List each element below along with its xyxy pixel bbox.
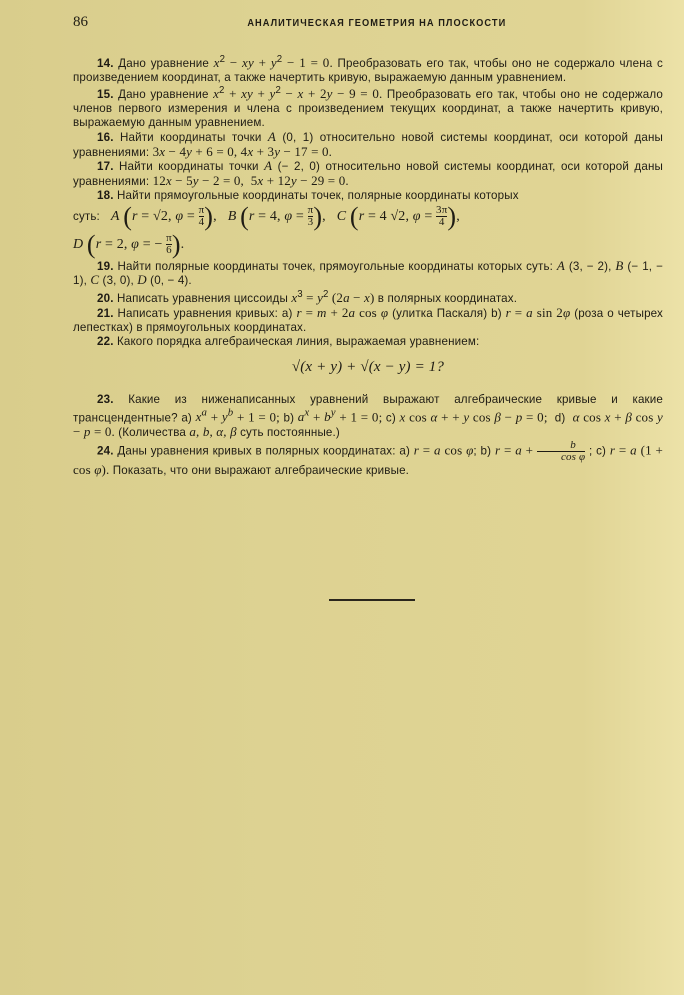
problem-23: 23. Какие из ниженаписанных уравнений выражают алгебраические кривые и какие трансцендентные? a) $x^a + y^b + 1 = 0$; b) $a^x + b^y + 1 = 0$; c) x cos α + + y cos β − p = 0; d) α cos x + β cos y − p = 0. (Количества a, b, α, β суть постоянные.)	[73, 393, 663, 440]
problem-15: 15. Дано уравнение $x^2$ + xy + $y^2 - x + 2y - 9 = 0$. Преобразовать его так, чтобы оно не содержало членов первого измерения и члена с произведением текущих координат, а также начертить кривую, выражаемую данным уравнением.	[73, 85, 663, 129]
problem-21: 21. Написать уравнения кривых: a) r = m + 2a cos φ (улитка Паскаля) b) r = a sin 2φ (роза о четырех лепестках) в прямоугольных координатах.	[73, 304, 663, 334]
point-D: D (r = 2, φ = − $\frac{\pi}{6}$ ).	[73, 229, 185, 259]
running-title: АНАЛИТИЧЕСКАЯ ГЕОМЕТРИЯ НА ПЛОСКОСТИ	[247, 17, 507, 29]
problem-17: 17. Найти координаты точки A (− 2, 0) относительно новой системы координат, оси которой даны уравнениями: 12x − 5y − 2 = 0, 5x + 12y − 29 = 0.	[73, 158, 663, 189]
point-C: C (r = 4 √2, φ = $\frac{3\pi}{4}$ ),	[336, 201, 460, 231]
problem-18-points-row2	[73, 231, 663, 259]
point-B: B (r = 4, φ = $\frac{\pi}{3}$ ),	[227, 201, 326, 231]
section-end-rule	[329, 599, 415, 601]
problem-14: 14. Дано уравнение $x^2$ − xy + $y^2 - 1 = 0$. Преобразовать его так, чтобы оно не содержало члена с произведением координат, а также начертить кривую, выражаемую данным уравнением.	[73, 54, 663, 84]
problem-19: 19. Найти полярные координаты точек, прямоугольные координаты которых суть: A (3, − 2), B (− 1, − 1), C (3, 0), D (0, − 4).	[73, 257, 663, 288]
problem-16: 16. Найти координаты точки A (0, 1) относительно новой системы координат, оси которой даны уравнениями: 3x − 4y + 6 = 0, 4x + 3y − 17 = 0.	[73, 128, 663, 159]
page-header	[73, 14, 663, 30]
problem-18-points-row1: суть: A (r = √2, φ = $\frac{\pi}{4}$ ), B (r = 4, φ = $\frac{\pi}{3}$ ), C (r = 4 √2, φ = $\frac{3\pi}{4}$ ),	[73, 201, 460, 231]
problem-22: 22. Какого порядка алгебраическая линия, выражаемая уравнением:	[97, 334, 480, 348]
problem-20: 20. Написать уравнения циссоиды $x^3 = y^2$ (2a − x) в полярных координатах.	[97, 289, 518, 306]
page-number: 86	[73, 14, 88, 30]
problem-18: 18. Найти прямоугольные координаты точек, полярные координаты которых	[97, 188, 519, 202]
problem-24: 24. Даны уравнения кривых в полярных координатах: a) r = a cos φ; b) r = a + $\frac{b}{\text{cos φ}}$ ; c) r = a (1 + cos φ). Показать, что они выражают алгебраические кривые.	[73, 439, 663, 478]
page-body	[73, 53, 663, 478]
problem-22-equation: √(x + y) + √(x − y) = 1?	[291, 359, 445, 376]
point-A: A (r = √2, φ = $\frac{\pi}{4}$ ),	[110, 201, 217, 231]
